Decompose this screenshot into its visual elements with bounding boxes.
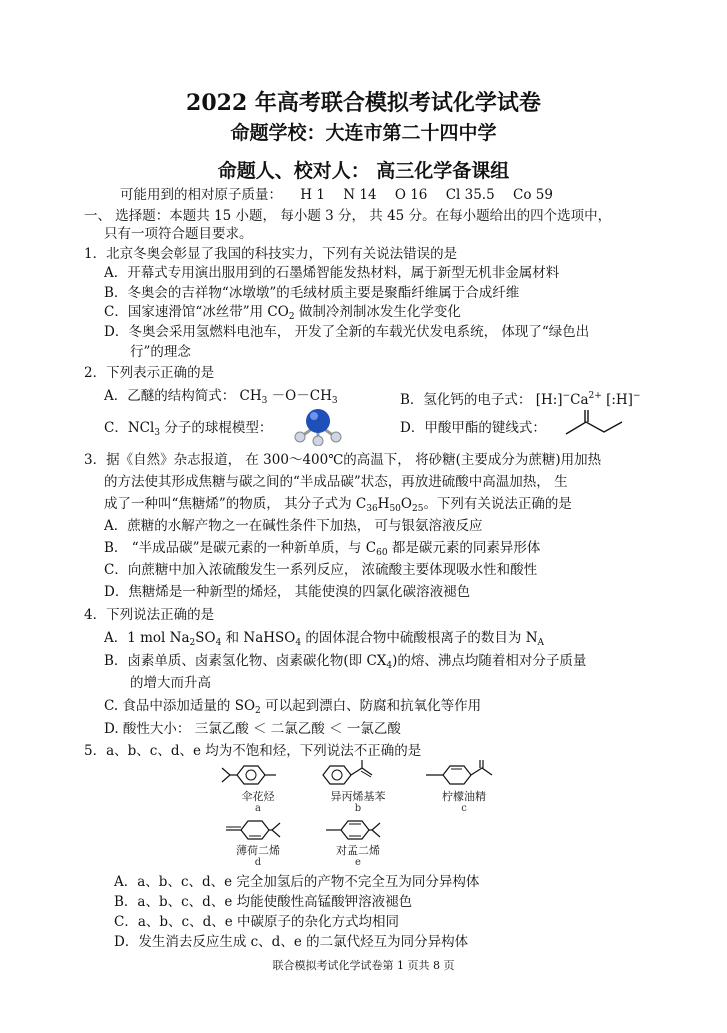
section-instructions-2: 只有一项符合题目要求。: [104, 226, 253, 242]
q3-option-b: B． “半成品碳”是碳元素的一种新单质，与 $C_{60}$ 都是碳元素的同素异形体: [104, 540, 541, 558]
mass-h: H 1: [300, 187, 325, 203]
molecule-b-letter: b: [354, 803, 362, 814]
q3-option-d: D．焦糖烯是一种新型的烯烃， 其能使溴的四氯化碳溶液褪色: [104, 584, 471, 600]
q2-option-d: D．甲酸甲酯的键线式：: [400, 420, 546, 436]
cymene-structure: [214, 760, 304, 790]
q3-stem-1: 3．据《自然》杂志报道， 在 300～400℃的高温下， 将砂糖(主要成分为蔗糖)用加热: [84, 452, 602, 468]
mass-o: O 16: [394, 187, 428, 203]
molecule-b-name: 异丙烯基苯: [330, 790, 386, 803]
q3-option-a: A．蔗糖的水解产物之一在碱性条件下加热， 可与银氨溶液反应: [104, 518, 483, 534]
q4-option-b: B．卤素单质、卤素氢化物、卤素碳化物(即 $CX_4$)的熔、沸点均随着相对分子质量: [104, 653, 587, 671]
q1-option-a: A．开幕式专用演出服用到的石墨烯智能发热材料，属于新型无机非金属材料: [104, 265, 560, 281]
q3-stem-3: 成了一种叫“焦糖烯”的物质， 其分子式为 $C_{36}H_{50}O_{25}$。下列有关说法正确的是: [104, 496, 572, 514]
q5-stem: 5．a、b、c、d、e 均为不饱和烃，下列说法不正确的是: [84, 743, 422, 759]
mass-cl: Cl 35.5: [445, 187, 495, 203]
q1-stem: 1．北京冬奥会彰显了我国的科技实力，下列有关说法错误的是: [84, 246, 458, 262]
q4-stem: 4．下列说法正确的是: [84, 607, 215, 623]
q2-stem: 2．下列表示正确的是: [84, 365, 215, 381]
q5-option-a: A．a、b、c、d、e 完全加氢后的产物不完全互为同分异构体: [114, 874, 480, 890]
exam-title: 2022 年高考联合模拟考试化学试卷: [186, 90, 541, 116]
molecule-e-letter: e: [355, 857, 361, 868]
page-footer: 联合模拟考试化学试卷第 1 页共 8 页: [272, 959, 455, 972]
q1-option-d-cont: 行”的理念: [130, 344, 191, 360]
methyl-formate-skeletal-formula: [560, 408, 640, 440]
q5-option-b: B．a、b、c、d、e 均能使酸性高锰酸钾溶液褪色: [114, 894, 413, 910]
limonene-structure: [418, 760, 518, 790]
isopropenylbenzene-structure: [316, 760, 406, 790]
molecule-a-letter: a: [255, 803, 261, 814]
q5-option-c: C．a、b、c、d、e 中碳原子的杂化方式均相同: [114, 914, 400, 930]
mass-co: Co 59: [512, 187, 553, 203]
molecule-d-letter: d: [254, 857, 262, 868]
q3-stem-2: 的方法使其形成焦糖与碳之间的“半成品碳”状态，再放进硫酸中高温加热， 生: [104, 474, 568, 490]
exam-authors: 命题人、校对人： 高三化学备课组: [217, 160, 510, 182]
section-instructions-1: 一、 选择题：本题共 15 小题， 每小题 3 分， 共 45 分。在每小题给出的四个选项中，: [84, 208, 612, 224]
q4-option-b-cont: 的增大而升高: [130, 675, 211, 691]
atomic-masses: [120, 185, 553, 205]
ncl3-ball-stick-model: [290, 404, 350, 446]
mass-n: N 14: [343, 187, 377, 203]
molecule-d-name: 薄荷二烯: [236, 844, 280, 857]
q2-option-c: C．NCl$_3$ 分子的球棍模型：: [104, 420, 273, 438]
q1-option-d: D．冬奥会采用氢燃料电池车， 开发了全新的车载光伏发电系统， 体现了“绿色出: [104, 324, 590, 340]
q2-option-b: B．氢化钙的电子式： $[H:]^-Ca^{2+}$ [:H]−: [400, 391, 641, 408]
masses-label: 可能用到的相对原子质量：: [120, 187, 282, 203]
menthadiene-structure: [218, 815, 308, 845]
menthadiene-isomer-structure: [318, 815, 408, 845]
q4-option-a: A．1 mol $Na_2SO_4$ 和 NaHSO$_4$ 的固体混合物中硫酸根离子的数目为 $N_A$: [104, 630, 545, 648]
q5-option-d: D．发生消去反应生成 c、d、e 的二氯代烃互为同分异构体: [114, 934, 469, 950]
q4-option-d: D. 酸性大小： 三氯乙酸 ＜ 二氯乙酸 ＜ 一氯乙酸: [104, 721, 401, 737]
molecule-c-name: 柠檬油精: [442, 790, 486, 803]
q1-option-c: C．国家速滑馆“冰丝带”用 $CO_2$ 做制冷剂制冰发生化学变化: [104, 304, 461, 322]
q2-option-a: A．乙醚的结构简式： $CH_3 -O-CH_3$: [104, 388, 338, 406]
molecule-e-name: 对孟二烯: [336, 844, 380, 857]
molecule-c-letter: c: [461, 803, 467, 814]
molecule-a-name: 伞花烃: [241, 790, 275, 803]
exam-school: 命题学校：大连市第二十四中学: [230, 122, 497, 144]
q4-option-c: C. 食品中添加适量的 $SO_2$ 可以起到漂白、防腐和抗氧化等作用: [104, 698, 482, 716]
q1-option-b: B．冬奥会的吉祥物“冰墩墩”的毛绒材质主要是聚酯纤维属于合成纤维: [104, 285, 520, 301]
q3-option-c: C．向蔗糖中加入浓硫酸发生一系列反应， 浓硫酸主要体现吸水性和酸性: [104, 562, 538, 578]
